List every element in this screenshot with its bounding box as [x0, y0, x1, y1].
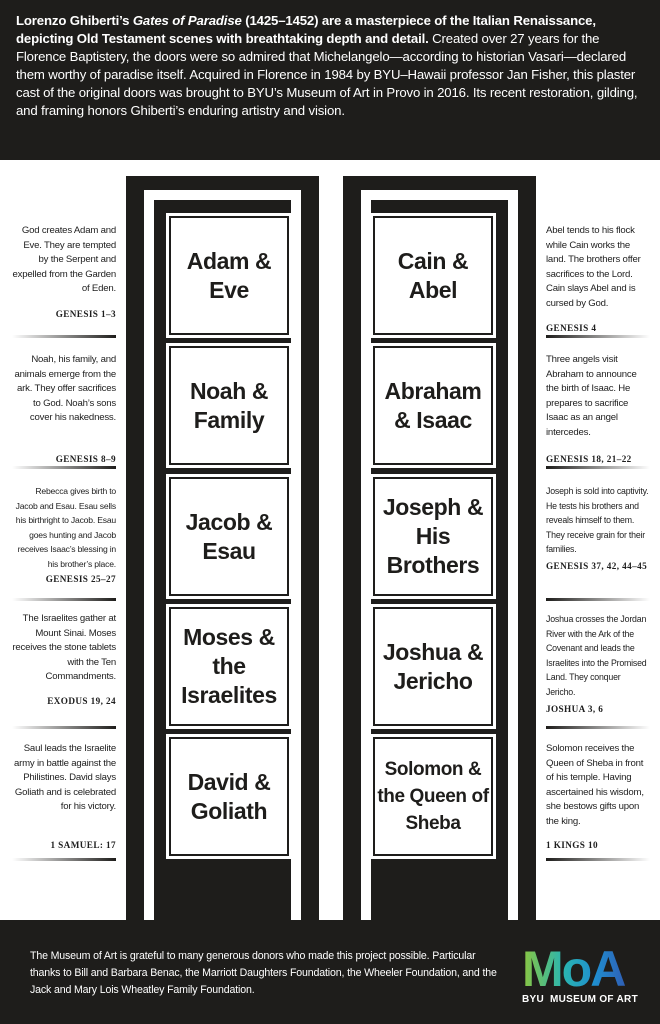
moa-logo-icon: [522, 942, 632, 990]
panel-david-goliath: David & Goliath: [169, 737, 289, 856]
panel-noah-family: Noah & Family: [169, 346, 289, 465]
note-adam-eve: God creates Adam and Eve. They are tempted by the Serpent and expelled from the Garden of Eden.: [12, 225, 116, 295]
panel-abraham-isaac: Abraham & Isaac: [373, 346, 493, 465]
ref-1-samuel-17: 1 SAMUEL: 17: [50, 840, 116, 850]
note-cain-abel: Abel tends to his flock while Cain works the land. The brothers offer sacrifices to the Lord. Cain slays Abel and is cursed by God.: [546, 225, 641, 309]
ref-genesis-4: GENESIS 4: [546, 323, 597, 333]
ref-genesis-37-42-44-45: GENESIS 37, 42, 44–45: [546, 561, 648, 571]
ref-1-kings-10: 1 KINGS 10: [546, 840, 598, 850]
note-solomon-sheba: Solomon receives the Queen of Sheba in front of his temple. Having ascertained his wisdom, she bestows gifts upon the king.: [546, 743, 644, 827]
note-joseph-brothers: Joseph is sold into captivity. He tests his brothers and reveals himself to them. They receive grain for their families.: [546, 486, 649, 555]
intro-body: Created over 27 years for the Florence Baptistery, the doors were so admired that Michelangelo—according to historian Vasari—declared them worthy of paradise itself. Acquired in Florence in 1984 by BYU–Hawaii professor Jan Fisher, this plaster cast of the original doors was brought to BYU’s Museum of Art in Provo in 2016. Its recent restoration, gilding, and framing honors Ghiberti’s enduring artistry and vision.: [16, 31, 638, 118]
note-moses-israelites: The Israelites gather at Mount Sinai. Moses receives the stone tablets with the Ten Commandments.: [12, 613, 116, 683]
ref-genesis-18-21-22: GENESIS 18, 21–22: [546, 454, 632, 464]
note-noah-family: Noah, his family, and animals emerge from the ark. They offer sacrifices to God. Noah’s sons cover his nakedness.: [14, 354, 116, 424]
divider: [12, 598, 116, 601]
panel-moses-israelites: Moses & the Israelites: [169, 607, 289, 726]
panel-jacob-esau: Jacob & Esau: [169, 477, 289, 596]
note-joshua-jericho: Joshua crosses the Jordan River with the Ark of the Covenant and leads the Israelites into the Promised Land. They conquer Jericho.: [546, 614, 647, 697]
divider: [546, 466, 650, 469]
divider: [12, 466, 116, 469]
intro-header: [0, 0, 660, 160]
divider: [546, 598, 650, 601]
ref-genesis-1-3: GENESIS 1–3: [55, 309, 116, 319]
panel-joshua-jericho: Joshua & Jericho: [373, 607, 493, 726]
moa-logo-mark: MoA: [522, 942, 625, 990]
divider: [12, 858, 116, 861]
panel-solomon-sheba: Solomon & the Queen of Sheba: [373, 737, 493, 856]
divider: [12, 335, 116, 338]
panel-cain-abel: Cain & Abel: [373, 216, 493, 335]
moa-logo: [520, 942, 638, 1012]
divider: [546, 726, 650, 729]
ref-joshua-3-6: JOSHUA 3, 6: [546, 704, 604, 714]
panel-adam-eve: Adam & Eve: [169, 216, 289, 335]
donor-acknowledgement: The Museum of Art is grateful to many generous donors who made this project possible. Particular thanks to Bill and Barbara Benac, the Marriott Daughters Foundation, the Wheeler Foundation, and the Jack and Mary Lois Wheatley Family Foundation.: [30, 950, 497, 996]
ref-exodus-19-24: EXODUS 19, 24: [47, 696, 116, 706]
panel-joseph-brothers: Joseph & His Brothers: [373, 477, 493, 596]
moa-logo-caption: BYU MUSEUM OF ART: [522, 994, 638, 1005]
note-david-goliath: Saul leads the Israelite army in battle against the Philistines. David slays Goliath and is celebrated for his victory.: [14, 743, 116, 813]
intro-bold-lead: Lorenzo Ghiberti’s: [16, 13, 133, 28]
note-abraham-isaac: Three angels visit Abraham to announce the birth of Isaac. He prepares to sacrifice Isaac as an angel intercedes.: [546, 354, 637, 438]
divider: [546, 858, 650, 861]
ref-genesis-8-9: GENESIS 8–9: [55, 454, 116, 464]
intro-artwork-title: Gates of Paradise: [132, 13, 242, 28]
intro-bold-summary: (1425–1452) are a masterpiece of the Italian Renaissance, depicting Old Testament scenes with breathtaking depth and detail.: [16, 13, 596, 46]
left-door: [126, 176, 319, 920]
divider: [12, 726, 116, 729]
divider: [546, 335, 650, 338]
right-door: [343, 176, 536, 920]
ref-genesis-25-27: GENESIS 25–27: [45, 574, 116, 584]
note-jacob-esau: Rebecca gives birth to Jacob and Esau. Esau sells his birthright to Jacob. Esau goes hunting and Jacob receives Isaac’s blessing in his brother’s place.: [15, 486, 116, 569]
